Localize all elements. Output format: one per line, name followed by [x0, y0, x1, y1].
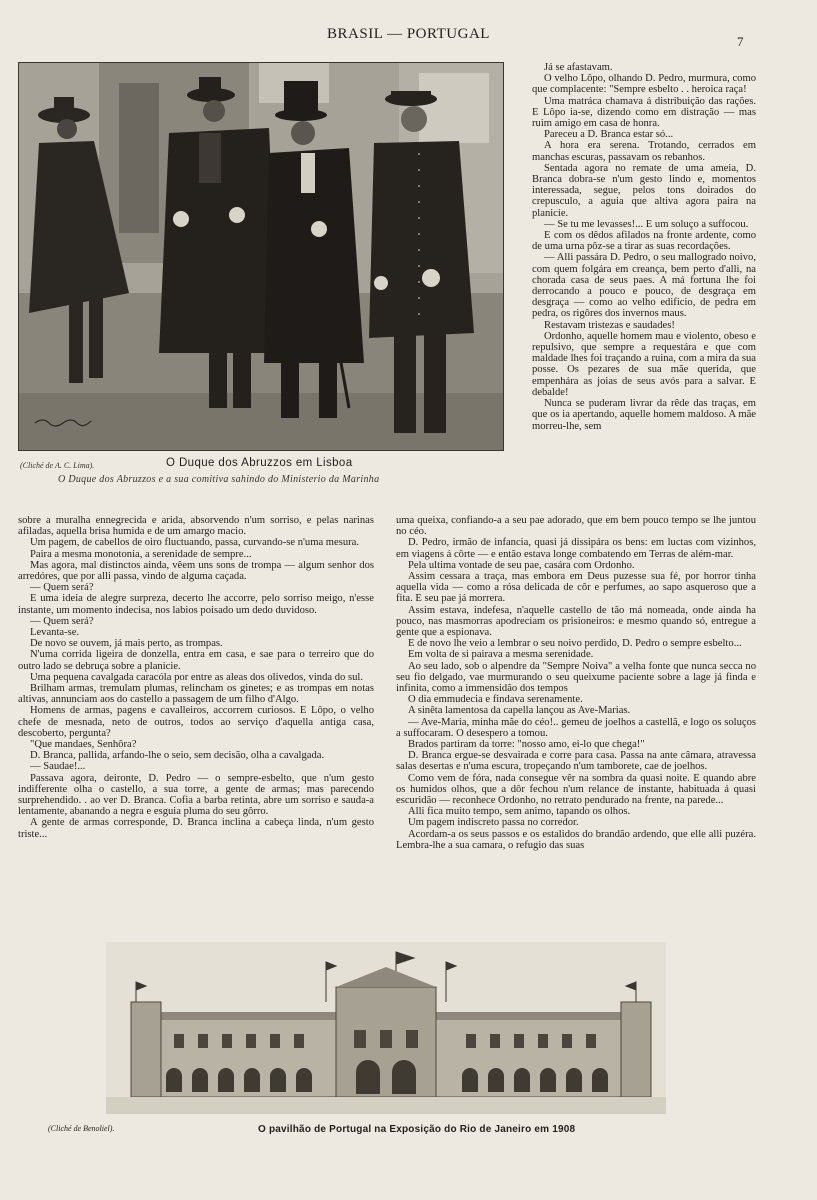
paragraph: E com os dêdos afilados na fronte ardente, como de uma urna pôz-se a tirar as suas recordações. — [532, 230, 756, 253]
paragraph: Passava agora, deironte, D. Pedro — o sempre-esbelto, que n'um gesto indifferente olha o castello, a sua torre, a gente de armas; mas parecendo surprehendido. . ao ver D. Branca. Cofia a barba retinta, abre um sorriso e sauda-a lentamente, abanando a negra e esguia pluma do seu gôrro. — [18, 772, 374, 818]
paragraph: Um pagem, de cabellos de oiro fluctuando, passa, curvando-se n'uma mesura. — [30, 537, 360, 549]
article-left-column — [18, 515, 374, 840]
running-header: BRASIL — PORTUGAL — [327, 26, 490, 42]
paragraph: Levanta-se. — [30, 627, 80, 639]
paragraph: — Saudae!... — [30, 761, 86, 773]
paragraph: — Quem será? — [30, 582, 94, 594]
paragraph: Um pagem indiscreto passa no corredor. — [408, 817, 579, 829]
paragraph: Restavam tristezas e saudades! — [544, 319, 675, 331]
paragraph: D. Branca ergue-se desvairada e corre para casa. Passa na ante câmara, atravessa salas desertas e n'uma escura, tropeçando n'um tamborete, cae de joelhos. — [396, 750, 756, 773]
photo-caption-subtitle: O Duque dos Abruzzos e a sua comitiva sahindo do Ministerio da Marinha — [58, 474, 380, 485]
article-right-top-column — [532, 62, 756, 432]
photo-credit: (Cliché de A. C. Lima). — [20, 461, 95, 470]
paragraph: A hora era serena. Trotando, cerrados em manchas escuras, passavam os rebanhos. — [532, 140, 756, 163]
paragraph: Acordam-a os seus passos e os estalidos do brandão ardendo, que elle alli puzéra. Lembra-lhe a sua camara, o refugio das suas — [396, 828, 756, 851]
paragraph: — Ave-Maria, minha mãe do céo!.. gemeu de joelhos a castellã, e logo os soluços a suffocaram. O desespero a tomou. — [396, 716, 756, 739]
paragraph: Em volta de si pairava a mesma serenidade. — [408, 649, 594, 661]
paragraph: O velho Lôpo, olhando D. Pedro, murmura, como que complacente: "Sempre esbelto . . heroica raça! — [532, 73, 756, 96]
paragraph: N'uma corrida ligeira de donzella, entra em casa, e sae para o terreiro que do outro lado se debruça sobre a planicie. — [18, 649, 374, 672]
photo-portugal-pavilion — [106, 942, 666, 1114]
page-number: 7 — [737, 34, 744, 49]
paragraph: O dia emmudecia e findava serenamente. — [408, 694, 583, 706]
paragraph: Ordonho, aquelle homem mau e violento, obeso e repulsivo, que sempre a requestára e que com maldade lhes foi traçando a ruina, com a mira da sua posse. Os pezares de sua mãe querida, que empenhára as joias de seus avós para a salvar. E debalde! — [532, 330, 756, 398]
paragraph: "Que mandaes, Senhôra? — [30, 739, 137, 751]
paragraph: Como vem de fóra, nada consegue vêr na sombra da quasi noite. E quando abre os humidos olhos, que a dôr fechou n'um relance de instante, habituada á quasi escuridão — reconhece Ordonho, no retrato pendurado na frente, na parede... — [396, 772, 756, 807]
paragraph: Uma pequena cavalgada caracóla por entre as aleas dos olivedos, vinda do sul. — [30, 671, 363, 683]
paragraph: — Se tu me levasses!... E um soluço a suffocou. — [544, 218, 749, 230]
paragraph: Mas agora, mal distinctos ainda, vêem uns sons de trompa — algum senhor dos arredóres, que por alli passa, vindo de alguma caçada. — [18, 559, 374, 583]
paragraph: Brados partiram da torre: "nosso amo, ei-lo que chega!" — [408, 739, 645, 751]
paragraph: sobre a muralha ennegrecida e arida, absorvendo n'um sorriso, e pelas narinas afiladas, aquella brisa humida e de um amargo macio. — [18, 515, 374, 538]
paragraph: Ao seu lado, sob o alpendre da "Sempre Noiva" a velha fonte que nunca secca no seu fio delgado, vae murmurando o seu queixume paciente sobre a lage já finda e infinita, como a immensidão dos tempos — [396, 660, 756, 695]
paragraph: Sentada agora no remate de uma ameia, D. Branca dobra-se n'um gesto lindo e, momentos interessada, segue, pelos tons doirados do crepusculo, a aguia que altiva agora paira na planicie. — [532, 162, 756, 219]
photo-caption-title: O Duque dos Abruzzos em Lisboa — [166, 457, 353, 469]
paragraph: Assim cessara a traça, mas embora em Deus puzesse sua fé, por horror tinha aquella vida — como a rósa delicada de côr e perfumes, ao sapo asqueroso que a fita. E seu pae já morrera. — [396, 571, 756, 605]
paragraph: D. Pedro, irmão de infancia, quasi já dissipára os bens: em luctas com vizinhos, em viagens á côrte — e então estava longe combatendo em Terras de além-mar. — [396, 537, 756, 560]
paragraph: Brilham armas, tremulam plumas, relincham os ginetes; e as trompas em notas altivas, annunciam aos do castello a passagem de um filho d'Algo. — [18, 683, 374, 706]
paragraph: A gente de armas corresponde, D. Branca inclina a cabeça linda, n'um gesto triste... — [18, 817, 374, 840]
pavilion-photo-caption: O pavilhão de Portugal na Exposição do Rio de Janeiro em 1908 — [258, 1124, 576, 1135]
paragraph: E de novo lhe veio a lembrar o seu noivo perdido, D. Pedro o sempre esbelto... — [408, 638, 742, 650]
paragraph: Nunca se puderam livrar da rêde das traças, em que os ia apertando, aquelle homem maldoso. A mãe morreu-lhe, sem — [532, 398, 756, 432]
paragraph: — Quem será? — [30, 615, 94, 627]
paragraph: Uma matráca chamava á distribuição das rações. E Lôpo ia-se, dizendo como em distração — mas ruim amigo em casa de honra. — [532, 95, 756, 130]
paragraph: — Alli passára D. Pedro, o seu mallogrado noivo, com quem folgára em creança, bem perto d'alli, na chorada casa de seus paes. A má fortuna lhe foi derrocando a pouco e pouco, de desgraça em desgraça — como ao velho edificio, de pedra em pedra, os rigôres dos invernos maus. — [532, 252, 756, 320]
paragraph: Paira a mesma monotonia, a serenidade de sempre... — [30, 548, 252, 560]
pavilion-photo-credit: (Cliché de Benoliel). — [48, 1124, 115, 1133]
paragraph: uma queixa, confiando-a a seu pae adorado, que em bem pouco tempo se lhe juntou no céo. — [396, 515, 756, 538]
paragraph: E uma ideia de alegre surpreza, decerto lhe accorre, pelo sorriso meigo, n'esse instante, um momento indecisa, nos labios poisado um dedo duvidoso. — [18, 593, 374, 616]
paragraph: D. Branca, pallida, arfando-lhe o seio, sem decisão, olha a cavalgada. — [30, 750, 325, 762]
photo-duke-of-abruzzi — [18, 62, 504, 451]
paragraph: Pareceu a D. Branca estar só... — [544, 129, 674, 141]
paragraph: De novo se ouvem, já mais perto, as trompas. — [30, 638, 223, 650]
article-right-bottom-column — [396, 515, 756, 851]
paragraph: Pela ultima vontade de seu pae, casára com Ordonho. — [408, 559, 635, 571]
paragraph: Assim estava, indefesa, n'aquelle castello de tão má nomeada, onde ainda ha pouco, nas masmorras apodreciam os prisioneiros: e mesmo quando só, entregue a gente que a espionava. — [396, 604, 756, 639]
paragraph: Alli fica muito tempo, sem animo, tapando os olhos. — [408, 806, 631, 818]
paragraph: A sinêta lamentosa da capella lançou as Ave-Marias. — [408, 705, 631, 717]
paragraph: Homens de armas, pagens e cavalleiros, accorrem curiosos. E Lôpo, o velho chefe de mesnada, neto de outros, todos ao serviço d'aquella antiga casa, descoberto, pergunta? — [18, 705, 374, 739]
paragraph: Já se afastavam. — [544, 62, 613, 73]
